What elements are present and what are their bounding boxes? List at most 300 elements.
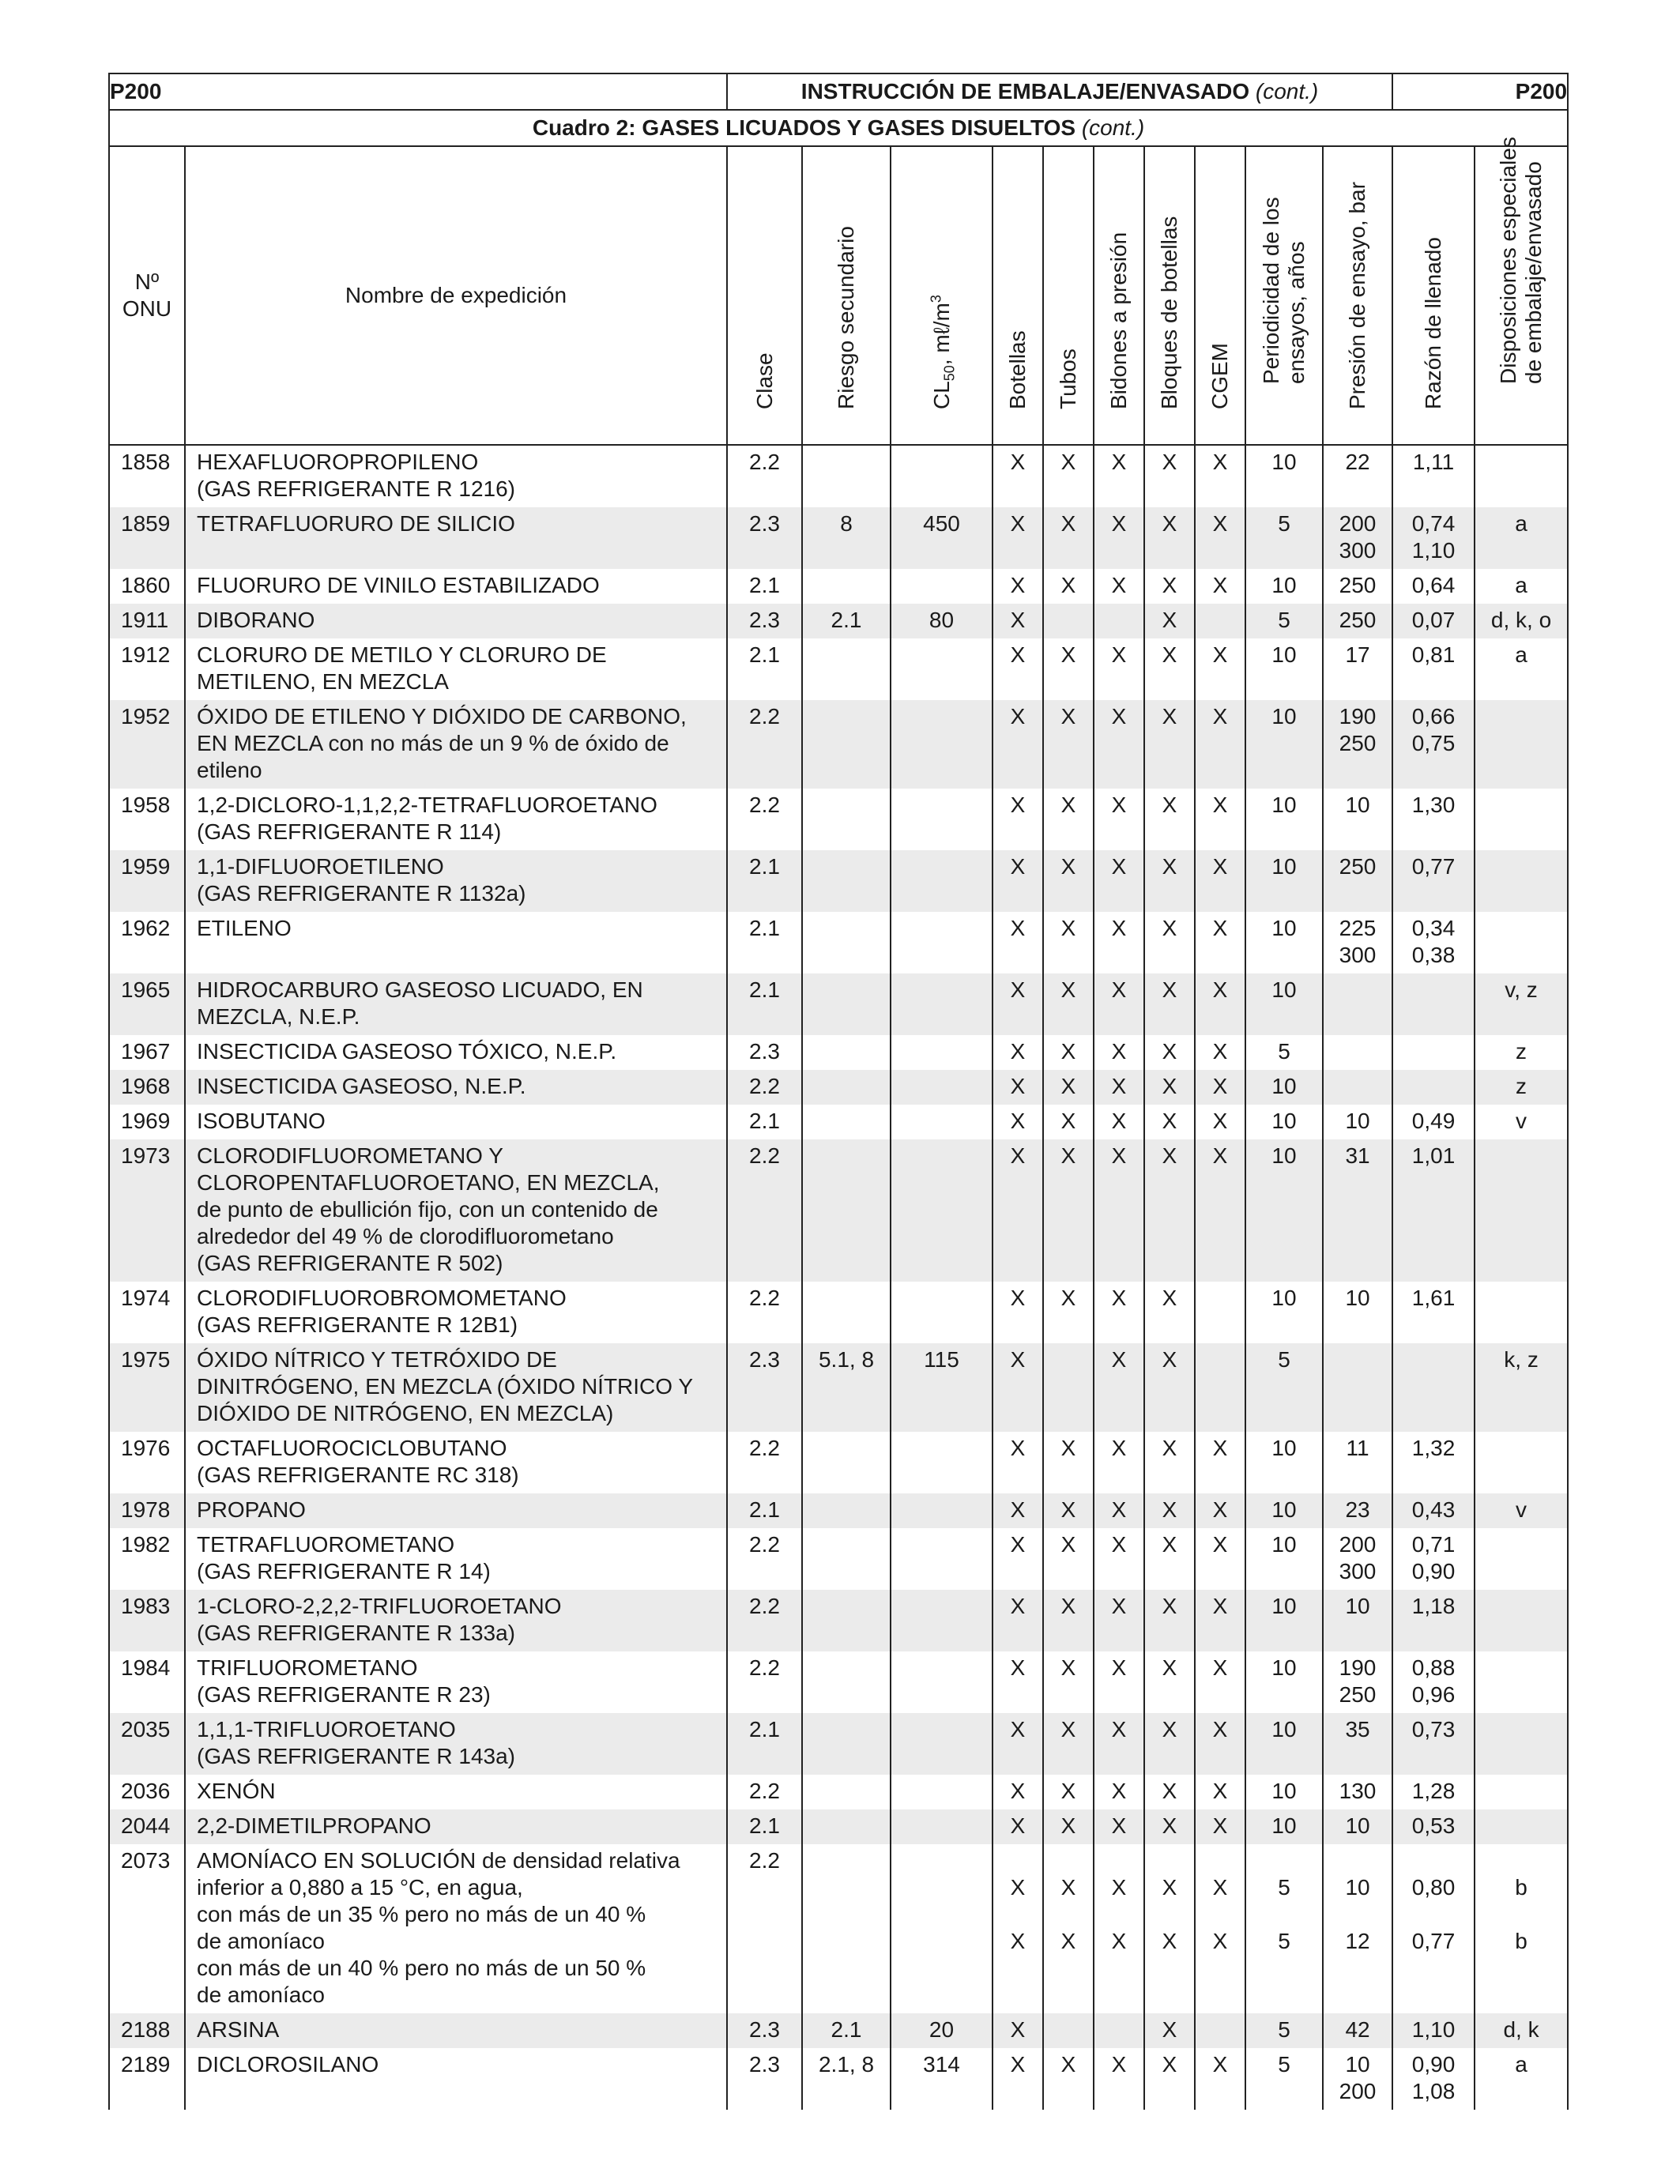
special-provisions-cell	[1475, 445, 1568, 507]
table-row	[109, 1713, 1568, 1775]
tubes-cell: X	[1043, 1809, 1094, 1844]
cylinders-cell: X	[993, 1035, 1043, 1070]
subsidiary-risk-cell	[802, 1432, 891, 1493]
special-provisions-cell: v	[1475, 1105, 1568, 1139]
pressure-drums-cell: X	[1094, 1775, 1144, 1809]
cell-line: 1,18	[1411, 1594, 1456, 1618]
col-tubes: Tubos	[1043, 146, 1094, 445]
pressure-drums-cell: X	[1094, 1432, 1144, 1493]
subsidiary-risk-cell	[802, 1105, 891, 1139]
bundles-cell: X	[1144, 789, 1195, 850]
bundles-cell: X	[1144, 1432, 1195, 1493]
cell-line: OCTAFLUOROCICLOBUTANO	[197, 1436, 507, 1460]
subsidiary-risk-cell	[802, 1809, 891, 1844]
cell-line: 190	[1339, 704, 1377, 729]
test-pressure-cell	[1323, 2013, 1392, 2048]
bundles-cell: X	[1144, 1493, 1195, 1528]
tubes-cell: X	[1043, 1432, 1094, 1493]
special-provisions-cell: a	[1475, 2048, 1568, 2110]
subsidiary-risk-cell	[802, 1590, 891, 1651]
filling-ratio-cell	[1392, 1528, 1475, 1590]
un-number-cell: 1859	[109, 507, 185, 569]
col-lc50: $CL_{50}$, $m\ell/m^3$	[891, 146, 993, 445]
test-period-cell: 10	[1245, 789, 1323, 850]
cell-line: 250	[1339, 573, 1377, 597]
filling-ratio-cell	[1392, 2013, 1475, 2048]
shipping-name-cell	[185, 1844, 727, 2013]
cell-line: AMONÍACO EN SOLUCIÓN de densidad relativa	[197, 1848, 680, 1873]
cell-line: DICLOROSILANO	[197, 2052, 379, 2077]
cell-line: (GAS REFRIGERANTE RC 318)	[197, 1463, 519, 1487]
cell-line: 0,66	[1411, 704, 1456, 729]
shipping-name-cell	[185, 1651, 727, 1713]
shipping-name-cell	[185, 2013, 727, 2048]
lc50-cell	[891, 1432, 993, 1493]
cell-line: 1,1-DIFLUOROETILENO	[197, 854, 444, 879]
shipping-name-cell	[185, 789, 727, 850]
table-row	[109, 1105, 1568, 1139]
class-cell: 2.3	[727, 1343, 802, 1432]
header-title: INSTRUCCIÓN DE EMBALAJE/ENVASADO (cont.)	[727, 73, 1392, 110]
test-pressure-cell	[1323, 1493, 1392, 1528]
table-row	[109, 1493, 1568, 1528]
test-pressure-cell	[1323, 1713, 1392, 1775]
cell-line: CLORURO DE METILO Y CLORURO DE	[197, 642, 607, 667]
lc50-cell	[891, 1493, 993, 1528]
pressure-drums-cell: X	[1094, 1651, 1144, 1713]
packing-instruction-table	[108, 73, 1569, 2110]
megc-cell: X	[1195, 912, 1245, 973]
test-period-cell: 5	[1245, 2048, 1323, 2110]
test-period-cell: 10	[1245, 1651, 1323, 1713]
un-number-cell: 1968	[109, 1070, 185, 1105]
special-provisions-cell: z	[1475, 1035, 1568, 1070]
test-period-cell: 10	[1245, 700, 1323, 789]
pressure-drums-cell	[1094, 1844, 1144, 2013]
cylinders-cell: X	[993, 850, 1043, 912]
test-pressure-cell	[1323, 1139, 1392, 1282]
megc-cell: X	[1195, 1809, 1245, 1844]
cell-line: 0,73	[1411, 1717, 1456, 1742]
special-provisions-cell	[1475, 789, 1568, 850]
class-cell: 2.1	[727, 569, 802, 604]
class-cell: 2.2	[727, 445, 802, 507]
filling-ratio-cell	[1392, 1713, 1475, 1775]
un-number-cell: 2073	[109, 1844, 185, 2013]
cell-line: 1,11	[1412, 450, 1455, 474]
subsidiary-risk-cell	[802, 789, 891, 850]
table-row	[109, 1651, 1568, 1713]
un-number-cell: 1974	[109, 1282, 185, 1343]
cell-line: 200	[1339, 2079, 1377, 2103]
class-cell: 2.1	[727, 973, 802, 1035]
pressure-drums-cell: X	[1094, 1139, 1144, 1282]
tubes-cell: X	[1043, 1282, 1094, 1343]
lc50-cell	[891, 638, 993, 700]
subsidiary-risk-cell	[802, 1139, 891, 1282]
cell-line: X	[1060, 1929, 1076, 1953]
cell-line: 0,77	[1411, 854, 1456, 879]
bundles-cell: X	[1144, 1070, 1195, 1105]
filling-ratio-cell	[1392, 1844, 1475, 2013]
filling-ratio-cell	[1392, 507, 1475, 569]
shipping-name-cell	[185, 1528, 727, 1590]
cell-line: 10	[1345, 793, 1370, 817]
shipping-name-cell	[185, 1035, 727, 1070]
cell-line: (GAS REFRIGERANTE R 502)	[197, 1251, 503, 1275]
special-provisions-cell: v	[1475, 1493, 1568, 1528]
bundles-cell: X	[1144, 2013, 1195, 2048]
cylinders-cell: X	[993, 1651, 1043, 1713]
cell-line: 1,32	[1411, 1436, 1456, 1460]
cell-line: ÓXIDO DE ETILENO Y DIÓXIDO DE CARBONO,	[197, 704, 687, 729]
cell-line: 0,81	[1411, 642, 1456, 667]
un-number-cell: 1965	[109, 973, 185, 1035]
cell-line: DINITRÓGENO, EN MEZCLA (ÓXIDO NÍTRICO Y	[197, 1374, 693, 1399]
col-bundles: Bloques de botellas	[1144, 146, 1195, 445]
pressure-drums-cell: X	[1094, 912, 1144, 973]
col-un-number: Nº ONU	[109, 146, 185, 445]
megc-cell: X	[1195, 789, 1245, 850]
megc-cell: X	[1195, 2048, 1245, 2110]
shipping-name-cell	[185, 1713, 727, 1775]
subsidiary-risk-cell	[802, 1528, 891, 1590]
lc50-cell	[891, 445, 993, 507]
tubes-cell	[1043, 1343, 1094, 1432]
shipping-name-cell	[185, 2048, 727, 2110]
shipping-name-cell	[185, 700, 727, 789]
class-cell: 2.2	[727, 789, 802, 850]
special-provisions-cell	[1475, 1809, 1568, 1844]
special-provisions-cell	[1475, 850, 1568, 912]
pressure-drums-cell	[1094, 604, 1144, 638]
pressure-drums-cell: X	[1094, 569, 1144, 604]
table-row	[109, 1035, 1568, 1070]
subsidiary-risk-cell	[802, 912, 891, 973]
shipping-name-cell	[185, 507, 727, 569]
subsidiary-risk-cell	[802, 1282, 891, 1343]
cell-line: 250	[1339, 1682, 1377, 1707]
un-number-cell: 2189	[109, 2048, 185, 2110]
megc-cell: X	[1195, 1651, 1245, 1713]
cell-line: 200	[1339, 511, 1377, 536]
table-row	[109, 507, 1568, 569]
shipping-name-cell	[185, 604, 727, 638]
cylinders-cell: X	[993, 1809, 1043, 1844]
cell-line: 1,1,1-TRIFLUOROETANO	[197, 1717, 456, 1742]
cell-line: 1,01	[1411, 1143, 1456, 1168]
cell-line: ÓXIDO NÍTRICO Y TETRÓXIDO DE	[197, 1347, 557, 1372]
pressure-drums-cell: X	[1094, 1105, 1144, 1139]
cell-line: 225	[1339, 916, 1377, 940]
cell-line: XENÓN	[197, 1779, 276, 1803]
test-pressure-cell	[1323, 638, 1392, 700]
bundles-cell: X	[1144, 1713, 1195, 1775]
test-pressure-cell	[1323, 445, 1392, 507]
table-row	[109, 2013, 1568, 2048]
col-cylinders: Botellas	[993, 146, 1043, 445]
cell-line: 0,07	[1411, 608, 1456, 632]
megc-cell	[1195, 604, 1245, 638]
megc-cell: X	[1195, 1528, 1245, 1590]
megc-cell: X	[1195, 973, 1245, 1035]
test-pressure-cell	[1323, 1035, 1392, 1070]
test-period-cell: 10	[1245, 1809, 1323, 1844]
un-number-cell: 2044	[109, 1809, 185, 1844]
shipping-name-cell	[185, 1775, 727, 1809]
subsidiary-risk-cell: 2.1, 8	[802, 2048, 891, 2110]
test-period-cell: 10	[1245, 973, 1323, 1035]
filling-ratio-cell	[1392, 445, 1475, 507]
cell-line: 1,08	[1411, 2079, 1456, 2103]
cell-line: 42	[1345, 2017, 1370, 2042]
table-row	[109, 973, 1568, 1035]
bundles-cell: X	[1144, 1775, 1195, 1809]
cylinders-cell: X	[993, 1343, 1043, 1432]
filling-ratio-cell	[1392, 604, 1475, 638]
pressure-drums-cell: X	[1094, 1528, 1144, 1590]
pressure-drums-cell: X	[1094, 1590, 1144, 1651]
subsidiary-risk-cell	[802, 1713, 891, 1775]
class-cell: 2.1	[727, 850, 802, 912]
filling-ratio-cell	[1392, 1775, 1475, 1809]
cylinders-cell: X	[993, 2048, 1043, 2110]
cell-line: INSECTICIDA GASEOSO TÓXICO, N.E.P.	[197, 1039, 617, 1064]
class-cell: 2.3	[727, 507, 802, 569]
cell-line: 1,2-DICLORO-1,1,2,2-TETRAFLUOROETANO	[197, 793, 657, 817]
cylinders-cell: X	[993, 2013, 1043, 2048]
cell-line: X	[1212, 1875, 1228, 1900]
test-pressure-cell	[1323, 1432, 1392, 1493]
un-number-cell: 1912	[109, 638, 185, 700]
shipping-name-cell	[185, 1590, 727, 1651]
bundles-cell: X	[1144, 1343, 1195, 1432]
filling-ratio-cell	[1392, 973, 1475, 1035]
cylinders-cell: X	[993, 1139, 1043, 1282]
bundles-cell: X	[1144, 700, 1195, 789]
class-cell: 2.2	[727, 700, 802, 789]
lc50-cell	[891, 1070, 993, 1105]
pressure-drums-cell: X	[1094, 850, 1144, 912]
special-provisions-cell: z	[1475, 1070, 1568, 1105]
shipping-name-cell	[185, 1139, 727, 1282]
un-number-cell: 1975	[109, 1343, 185, 1432]
cell-line: TETRAFLUORURO DE SILICIO	[197, 511, 515, 536]
class-cell: 2.1	[727, 1713, 802, 1775]
table-row	[109, 2048, 1568, 2110]
tubes-cell: X	[1043, 700, 1094, 789]
cell-line: inferior a 0,880 a 15 °C, en agua,	[197, 1875, 523, 1900]
un-number-cell: 1982	[109, 1528, 185, 1590]
col-megc: CGEM	[1195, 146, 1245, 445]
class-cell: 2.2	[727, 1070, 802, 1105]
cell-line: (GAS REFRIGERANTE R 1216)	[197, 476, 515, 501]
bundles-cell: X	[1144, 850, 1195, 912]
table-row	[109, 569, 1568, 604]
un-number-cell: 2036	[109, 1775, 185, 1809]
lc50-cell: 115	[891, 1343, 993, 1432]
lc50-cell	[891, 1035, 993, 1070]
lc50-cell: 20	[891, 2013, 993, 2048]
tubes-cell: X	[1043, 912, 1094, 973]
test-period-cell: 5	[1245, 1035, 1323, 1070]
cylinders-cell: X	[993, 1775, 1043, 1809]
cell-line: (GAS REFRIGERANTE R 12B1)	[197, 1312, 518, 1337]
tubes-cell: X	[1043, 1493, 1094, 1528]
cell-line: con más de un 35 % pero no más de un 40 %	[197, 1902, 646, 1926]
lc50-cell	[891, 569, 993, 604]
test-period-cell: 10	[1245, 1105, 1323, 1139]
test-pressure-cell	[1323, 1844, 1392, 2013]
bundles-cell: X	[1144, 1528, 1195, 1590]
pressure-drums-cell: X	[1094, 973, 1144, 1035]
test-period-cell: 10	[1245, 912, 1323, 973]
cylinders-cell	[993, 1844, 1043, 2013]
cell-line: 1,10	[1411, 2017, 1456, 2042]
special-provisions-cell: k, z	[1475, 1343, 1568, 1432]
subsidiary-risk-cell: 5.1, 8	[802, 1343, 891, 1432]
cell-line: X	[1162, 1875, 1177, 1900]
un-number-cell: 1978	[109, 1493, 185, 1528]
test-pressure-cell	[1323, 912, 1392, 973]
special-provisions-cell: d, k, o	[1475, 604, 1568, 638]
pressure-drums-cell: X	[1094, 1282, 1144, 1343]
bundles-cell: X	[1144, 1139, 1195, 1282]
subsidiary-risk-cell	[802, 1651, 891, 1713]
test-period-cell: 10	[1245, 569, 1323, 604]
special-provisions-cell: v, z	[1475, 973, 1568, 1035]
filling-ratio-cell	[1392, 1035, 1475, 1070]
cell-line: b	[1515, 1929, 1527, 1953]
lc50-cell	[891, 1105, 993, 1139]
megc-cell	[1195, 2013, 1245, 2048]
subsidiary-risk-cell: 8	[802, 507, 891, 569]
lc50-cell	[891, 789, 993, 850]
filling-ratio-cell	[1392, 1493, 1475, 1528]
table-row	[109, 1528, 1568, 1590]
lc50-cell	[891, 700, 993, 789]
test-pressure-cell	[1323, 1590, 1392, 1651]
megc-cell: X	[1195, 1590, 1245, 1651]
filling-ratio-cell	[1392, 1105, 1475, 1139]
pressure-drums-cell: X	[1094, 507, 1144, 569]
table-row	[109, 1775, 1568, 1809]
bundles-cell: X	[1144, 604, 1195, 638]
class-cell: 2.1	[727, 912, 802, 973]
class-cell: 2.2	[727, 1775, 802, 1809]
shipping-name-cell	[185, 1070, 727, 1105]
pressure-drums-cell	[1094, 2013, 1144, 2048]
cell-line: 11	[1346, 1436, 1369, 1460]
megc-cell: X	[1195, 850, 1245, 912]
test-period-cell: 10	[1245, 1139, 1323, 1282]
cylinders-cell: X	[993, 973, 1043, 1035]
cell-line: 22	[1345, 450, 1370, 474]
tubes-cell: X	[1043, 638, 1094, 700]
cell-line: 130	[1339, 1779, 1377, 1803]
pressure-drums-cell: X	[1094, 638, 1144, 700]
megc-cell: X	[1195, 638, 1245, 700]
bundles-cell: X	[1144, 1035, 1195, 1070]
test-period-cell: 5	[1245, 2013, 1323, 2048]
cell-line: PROPANO	[197, 1497, 306, 1522]
special-provisions-cell: a	[1475, 638, 1568, 700]
cell-line: 0,49	[1411, 1109, 1456, 1133]
pressure-drums-cell: X	[1094, 1070, 1144, 1105]
bundles-cell: X	[1144, 1282, 1195, 1343]
test-period-cell: 5	[1245, 507, 1323, 569]
special-provisions-cell	[1475, 912, 1568, 973]
cell-line: 23	[1345, 1497, 1370, 1522]
tubes-cell: X	[1043, 789, 1094, 850]
tubes-cell: X	[1043, 1528, 1094, 1590]
tubes-cell: X	[1043, 2048, 1094, 2110]
subsidiary-risk-cell	[802, 850, 891, 912]
cell-line: X	[1010, 1875, 1026, 1900]
col-filling-ratio: Razón de llenado	[1392, 146, 1475, 445]
cell-line: X	[1060, 1875, 1076, 1900]
test-pressure-cell	[1323, 1809, 1392, 1844]
cell-line: 0,74	[1411, 511, 1456, 536]
subsidiary-risk-cell: 2.1	[802, 2013, 891, 2048]
bundles-cell: X	[1144, 912, 1195, 973]
megc-cell: X	[1195, 507, 1245, 569]
cell-line: TRIFLUOROMETANO	[197, 1655, 418, 1680]
cylinders-cell: X	[993, 789, 1043, 850]
class-cell: 2.2	[727, 1432, 802, 1493]
lc50-cell: 80	[891, 604, 993, 638]
cell-line: 300	[1339, 538, 1377, 563]
un-number-cell: 1911	[109, 604, 185, 638]
cell-line: DIBORANO	[197, 608, 315, 632]
shipping-name-cell	[185, 638, 727, 700]
tubes-cell: X	[1043, 1035, 1094, 1070]
cylinders-cell: X	[993, 507, 1043, 569]
lc50-cell	[891, 850, 993, 912]
table-row	[109, 445, 1568, 507]
shipping-name-cell	[185, 569, 727, 604]
cylinders-cell: X	[993, 700, 1043, 789]
bundles-cell: X	[1144, 638, 1195, 700]
class-cell: 2.3	[727, 604, 802, 638]
filling-ratio-cell	[1392, 1343, 1475, 1432]
filling-ratio-cell	[1392, 569, 1475, 604]
un-number-cell: 1962	[109, 912, 185, 973]
cylinders-cell: X	[993, 1590, 1043, 1651]
bundles-cell	[1144, 1844, 1195, 2013]
bundles-cell: X	[1144, 2048, 1195, 2110]
megc-cell: X	[1195, 445, 1245, 507]
shipping-name-cell	[185, 1105, 727, 1139]
megc-cell: X	[1195, 1035, 1245, 1070]
cell-line: 300	[1339, 1559, 1377, 1583]
test-period-cell: 10	[1245, 1432, 1323, 1493]
test-pressure-cell	[1323, 2048, 1392, 2110]
filling-ratio-cell	[1392, 850, 1475, 912]
cylinders-cell: X	[993, 1493, 1043, 1528]
test-period-cell: 5	[1245, 1343, 1323, 1432]
cylinders-cell: X	[993, 1713, 1043, 1775]
megc-cell: X	[1195, 1105, 1245, 1139]
megc-cell: X	[1195, 1139, 1245, 1282]
un-number-cell: 1967	[109, 1035, 185, 1070]
tubes-cell: X	[1043, 1590, 1094, 1651]
un-number-cell: 1976	[109, 1432, 185, 1493]
test-pressure-cell	[1323, 569, 1392, 604]
shipping-name-cell	[185, 912, 727, 973]
cell-line: ETILENO	[197, 916, 292, 940]
cell-line: 10	[1345, 2052, 1370, 2077]
